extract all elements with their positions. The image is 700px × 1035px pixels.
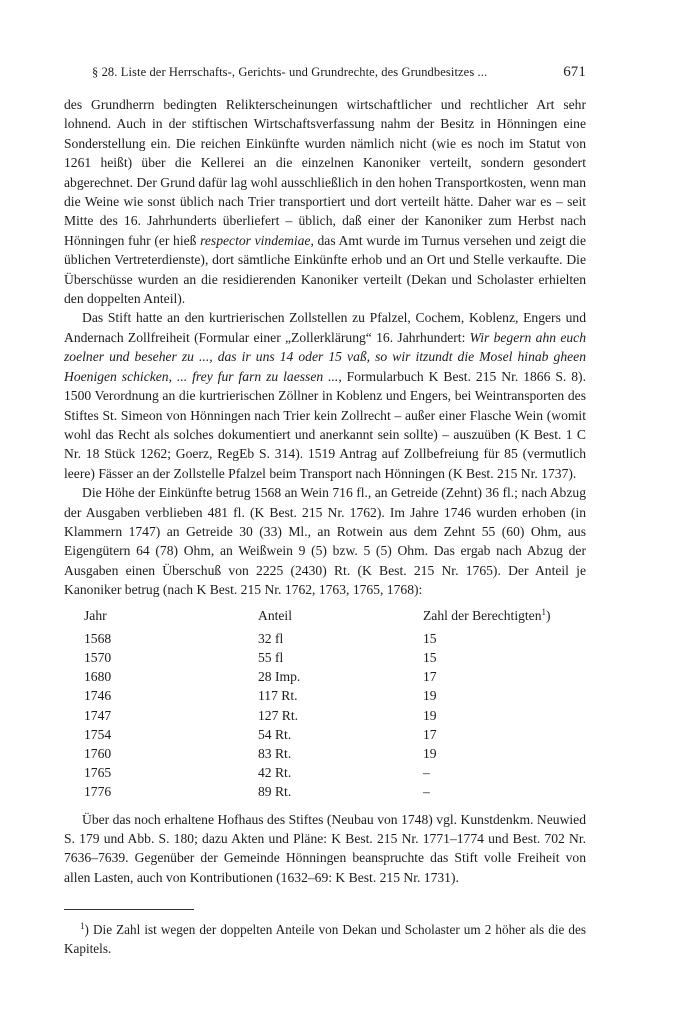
column-header-entitled: [423, 606, 551, 629]
table-row: [84, 725, 551, 744]
cell-share: 28 Imp.: [258, 669, 301, 685]
cell-year: 1776: [84, 784, 112, 800]
column-header-share: Anteil: [258, 607, 292, 623]
running-title: § 28. Liste der Herrschafts-, Gerichts- und Grundrechte, des Grundbesitzes ...: [92, 65, 488, 79]
paragraph-1-emphasis: respector vindemiae: [200, 232, 311, 248]
footnote-number: 1: [80, 921, 85, 932]
cell-entitled: 17: [423, 669, 437, 685]
cell-share: 89 Rt.: [258, 784, 292, 800]
cell-share: 42 Rt.: [258, 765, 292, 781]
paragraph-1-text-b: , das Amt wurde im Turnus versehen und zeigt die üblichen Vertreterdienste), dort sämtliche Einkünfte erhob und an Ort und Stelle verkaufte. Die Überschüsse wurden an die residierenden Kanoniker verteilt (Dekan und Scholaster erhielten den doppelten Anteil).: [64, 232, 586, 307]
cell-entitled: 15: [423, 649, 437, 665]
table-row: [84, 629, 551, 648]
footnote-ref: 1: [541, 606, 547, 617]
cell-year: 1746: [84, 688, 112, 704]
table-row: [84, 667, 551, 686]
table-header-row: [84, 606, 551, 629]
cell-entitled: 19: [423, 745, 437, 761]
shares-table: [84, 606, 551, 802]
cell-entitled: –: [423, 784, 430, 800]
table-row: [84, 744, 551, 763]
footnote-number-close: ): [84, 922, 89, 938]
column-header-entitled-text: Zahl der Berechtigten: [423, 607, 542, 623]
cell-entitled: –: [423, 765, 430, 781]
footnote-marker: [80, 922, 89, 937]
book-page: [64, 64, 586, 958]
table-row: [84, 706, 551, 725]
paragraph-2-emphasis: Wir begern ahn euch zoelner und beseher zu ..., das ir uns 14 oder 15 vaß, so wir itzundt die Mosel hinab gheen Hoenigen schicken, ... frey fur farn zu laessen ...: [64, 329, 586, 384]
page-number: 671: [563, 64, 586, 80]
running-header: [64, 64, 586, 81]
cell-share: 117 Rt.: [258, 688, 298, 704]
cell-entitled: 17: [423, 726, 437, 742]
cell-year: 1570: [84, 649, 112, 665]
paragraph-1: [64, 95, 586, 308]
table-body: [84, 629, 551, 802]
cell-share: 83 Rt.: [258, 745, 292, 761]
footnote-text: Die Zahl ist wegen der doppelten Anteile von Dekan und Scholaster um 2 höher als die des Kapitels.: [64, 922, 587, 957]
cell-entitled: 19: [423, 688, 437, 704]
cell-year: 1680: [84, 669, 112, 685]
paragraph-2: [64, 308, 586, 483]
paragraph-3: Die Höhe der Einkünfte betrug 1568 an Wein 716 fl., an Getreide (Zehnt) 36 fl.; nach Abzug der Ausgaben verblieben 481 fl. (K Best. 215 Nr. 1762). Im Jahre 1746 wurden erhoben (in Klammern 1747) an Getreide 30 (33) Ml., an Rotwein aus dem Zehnt 55 (60) Ohm, aus Eigengütern 64 (78) Ohm, an Weißwein 9 (5) bzw. 5 (5) Ohm. Das ergab nach Abzug der Ausgaben einen Überschuß von 2225 (2430) Rt. (K Best. 215 Nr. 1765). Der Anteil je Kanoniker betrug (nach K Best. 215 Nr. 1762, 1763, 1765, 1768):: [64, 485, 586, 598]
cell-entitled: 15: [423, 630, 437, 646]
footnote-ref-close: ): [546, 607, 551, 623]
cell-share: 32 fl: [258, 630, 284, 646]
paragraph-2-text-a: Das Stift hatte an den kurtrierischen Zollstellen zu Pfalzel, Cochem, Koblenz, Engers und Andernach Zollfreiheit (Formular einer „Zollerklärung“ 16. Jahrhundert:: [64, 310, 586, 345]
table-row: [84, 782, 551, 801]
cell-year: 1754: [84, 726, 112, 742]
footnote-divider: [64, 909, 194, 910]
table-row: [84, 763, 551, 782]
cell-share: 55 fl: [258, 649, 284, 665]
column-header-year: Jahr: [84, 607, 107, 623]
cell-year: 1765: [84, 765, 112, 781]
paragraph-2-text-b: , Formularbuch K Best. 215 Nr. 1866 S. 8). 1500 Verordnung an die kurtrierischen Zöllner in Koblenz und Engers, bei Weintransporten des Stiftes St. Simeon von Hönningen nach Trier kein Zollrecht – außer einer Flasche Wein (womit wohl das Recht als solches dokumentiert und anerkannt sein sollte) – auszuüben (K Best. 1 C Nr. 18 Stück 1262; Goerz, RegEb S. 314). 1519 Antrag auf Zollbefreiung für 85 (vermutlich leere) Fässer an der Zollstelle Pfalzel beim Transport nach Hönningen (K Best. 215 Nr. 1737).: [64, 368, 586, 481]
paragraph-1-text-a: des Grundherrn bedingten Relikterscheinungen wirtschaftlicher und rechtlicher Art sehr lohnend. Auch in der stiftischen Wirtschaftsverfassung nahm der Besitz in Hönningen eine Sonderstellung ein. Die reichen Einkünfte wurden nämlich nicht (wie es noch im Statut von 1261 heißt) über die Kellerei an die einzelnen Kanoniker verteilt, sondern gesondert abgerechnet. Der Grund dafür lag wohl ausschließlich in den hohen Transportkosten, wenn man die Weine wie sonst üblich nach Trier transportiert und dort verteilt hätte. Daher war es – seit Mitte des 16. Jahrhunderts überliefert – üblich, daß einer der Kanoniker zum Herbst nach Hönningen fuhr (er hieß: [64, 97, 586, 248]
cell-year: 1568: [84, 630, 112, 646]
cell-share: 54 Rt.: [258, 726, 292, 742]
main-text: [64, 95, 586, 887]
cell-year: 1747: [84, 707, 112, 723]
footnote: [64, 920, 586, 958]
table-row: [84, 648, 551, 667]
cell-share: 127 Rt.: [258, 707, 299, 723]
cell-year: 1760: [84, 745, 112, 761]
cell-entitled: 19: [423, 707, 437, 723]
paragraph-4: Über das noch erhaltene Hofhaus des Stiftes (Neubau von 1748) vgl. Kunstdenkm. Neuwied S. 179 und Abb. S. 180; dazu Akten und Pläne: K Best. 215 Nr. 1771–1774 und Best. 702 Nr. 7636–7639. Gegenüber der Gemeinde Hönningen beanspruchte das Stift volle Freiheit von allen Lasten, auch von Kontributionen (1632–69: K Best. 215 Nr. 1731).: [64, 811, 586, 885]
table-row: [84, 686, 551, 705]
